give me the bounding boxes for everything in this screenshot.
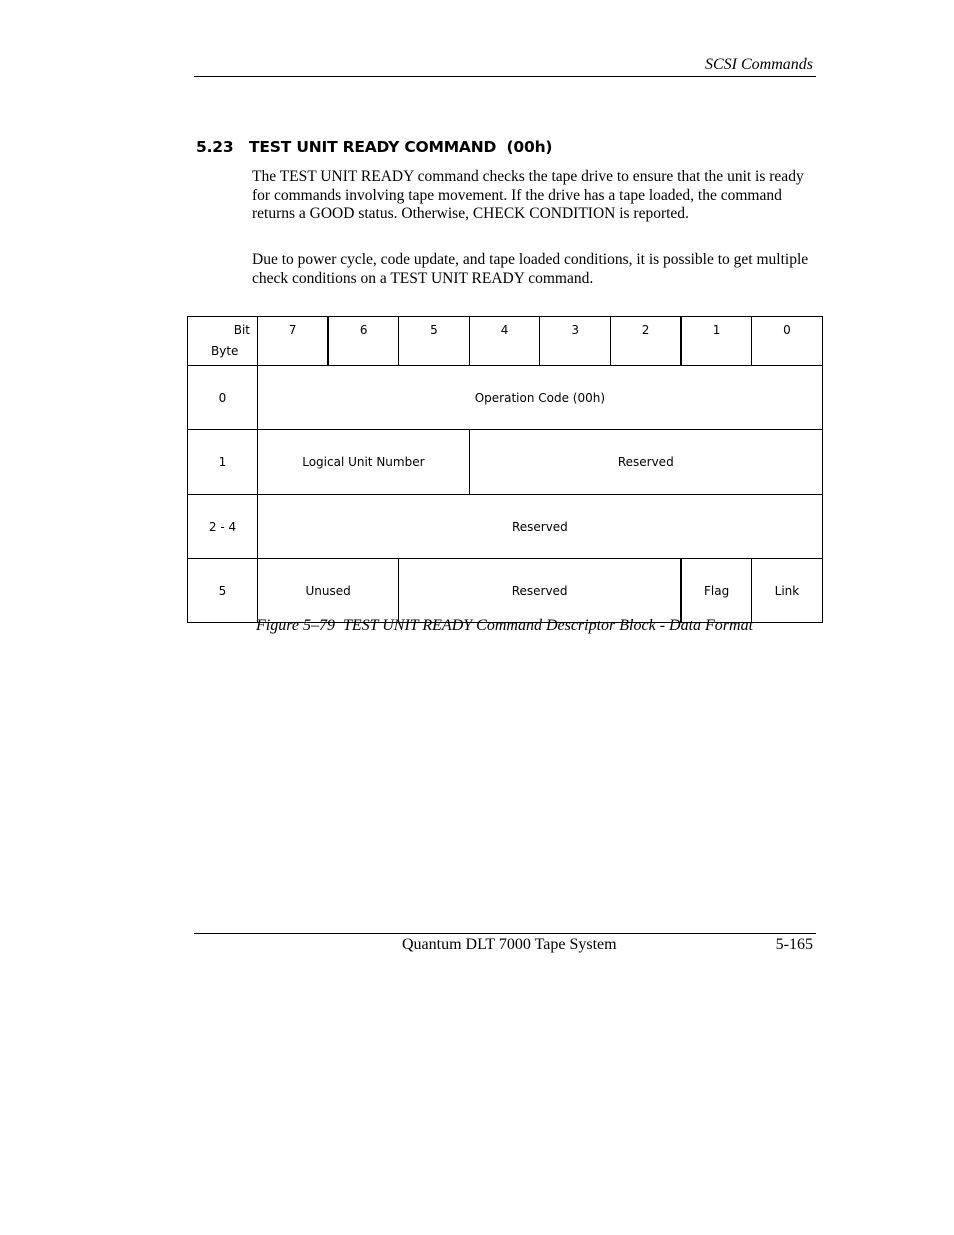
byte-label: Byte (211, 344, 239, 358)
byte-number-cell: 5 (188, 559, 258, 623)
byte-number-cell: 0 (188, 366, 258, 430)
header-rule (194, 76, 816, 77)
bit-header-row (188, 317, 823, 366)
bit-4-header: 4 (469, 317, 540, 366)
table-row (188, 430, 823, 495)
reserved-cell: Reserved (469, 430, 822, 495)
operation-code-cell: Operation Code (00h) (258, 366, 823, 430)
section-title: TEST UNIT READY COMMAND (00h) (249, 138, 553, 156)
bit-2-header: 2 (610, 317, 681, 366)
figure-caption: Figure 5–79 TEST UNIT READY Command Descriptor Block - Data Format (255, 617, 754, 634)
bit-7-header: 7 (258, 317, 329, 366)
reserved-cell: Reserved (399, 559, 681, 623)
paragraph-2: Due to power cycle, code update, and tape loaded conditions, it is possible to get multiple check conditions on a TEST UNIT READY command. (252, 251, 809, 287)
bit-6-header: 6 (328, 317, 399, 366)
byte-number-cell: 1 (188, 430, 258, 495)
unused-cell: Unused (258, 559, 399, 623)
bit-label: Bit (233, 323, 250, 337)
cdb-table (187, 316, 823, 623)
footer-title: Quantum DLT 7000 Tape System (402, 936, 617, 953)
running-header: SCSI Commands (704, 56, 813, 73)
bit-byte-corner-cell (188, 317, 258, 366)
bit-3-header: 3 (540, 317, 611, 366)
reserved-cell: Reserved (258, 495, 823, 559)
footer-rule (194, 933, 816, 934)
link-cell: Link (752, 559, 823, 623)
byte-number-cell: 2 - 4 (188, 495, 258, 559)
bit-0-header: 0 (752, 317, 823, 366)
paragraph-1: The TEST UNIT READY command checks the tape drive to ensure that the unit is ready for commands involving tape movement. If the drive has a tape loaded, the command returns a GOOD status. Otherwise, CHECK CONDITION is reported. (252, 168, 804, 222)
page-number: 5-165 (775, 936, 813, 953)
section-heading (196, 138, 552, 156)
bit-1-header: 1 (681, 317, 752, 366)
bit-5-header: 5 (399, 317, 470, 366)
table-row (188, 366, 823, 430)
logical-unit-number-cell: Logical Unit Number (258, 430, 470, 495)
table-row (188, 559, 823, 623)
section-number: 5.23 (196, 138, 234, 156)
flag-cell: Flag (681, 559, 752, 623)
table-row (188, 495, 823, 559)
